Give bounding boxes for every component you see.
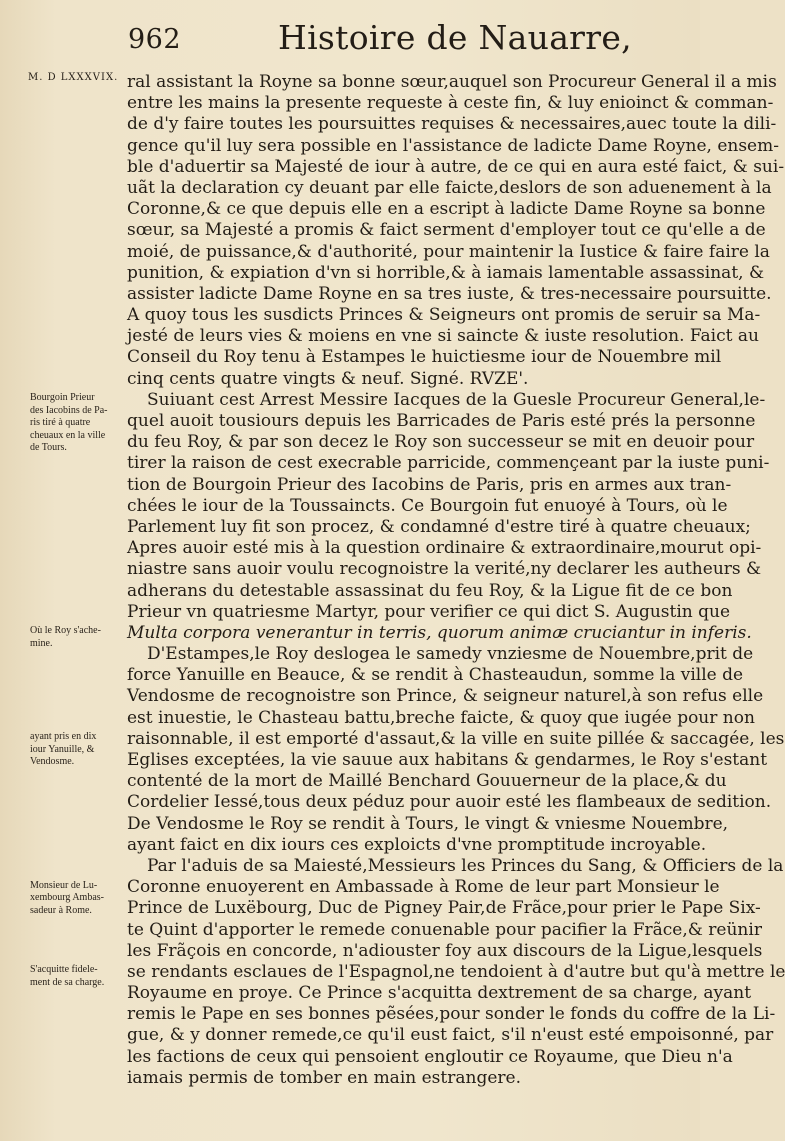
text-line: assister ladicte Dame Royne en sa tres iuste, & tres-necessaire poursuitte. bbox=[127, 283, 772, 304]
text-line: Parlement luy fit son procez, & condamné d'estre tiré à quatre cheuaux; bbox=[127, 516, 751, 537]
text-line: A quoy tous les susdicts Princes & Seigneurs ont promis de seruir sa Ma- bbox=[127, 305, 761, 326]
text-line: chées le iour de la Toussaincts. Ce Bourgoin fut enuoyé à Tours, où le bbox=[127, 495, 728, 516]
margin-note-line: sadeur à Rome. bbox=[30, 904, 92, 916]
text-line: gence qu'il luy sera possible en l'assistance de ladicte Dame Royne, ensem- bbox=[127, 135, 779, 156]
text-line: punition, & expiation d'vn si horrible,& à iamais lamentable assassinat, & bbox=[127, 262, 765, 283]
margin-note bbox=[30, 625, 124, 650]
margin-note-line: mine. bbox=[30, 637, 53, 649]
text-line: entre les mains la presente requeste à ceste fin, & luy enioinct & comman- bbox=[127, 93, 774, 114]
text-line: ayant faict en dix iours ces exploicts d'vne promptitude incroyable. bbox=[127, 834, 707, 855]
text-line: iamais permis de tomber en main estrangere. bbox=[127, 1067, 521, 1088]
text-line: Conseil du Roy tenu à Estampes le huictiesme iour de Nouembre mil bbox=[127, 347, 722, 368]
margin-note-line: de Tours. bbox=[30, 442, 67, 453]
text-line: cinq cents quatre vingts & neuf. Signé. RVZE'. bbox=[127, 368, 529, 389]
text-line: niastre sans auoir voulu recognoistre la verité,ny declarer les autheurs & bbox=[127, 559, 762, 580]
page-number: 962 bbox=[128, 24, 182, 55]
text-line: Prince de Luxëbourg, Duc de Pigney Pair,de Frãce,pour prier le Pape Six- bbox=[127, 898, 761, 919]
text-line: Coronne,& ce que depuis elle en a escript à ladicte Dame Royne sa bonne bbox=[127, 199, 766, 220]
text-line: Royaume en proye. Ce Prince s'acquitta dextrement de sa charge, ayant bbox=[127, 983, 752, 1004]
text-line: Cordelier Iessé,tous deux péduz pour auoir esté les flambeaux de sedition. bbox=[127, 792, 772, 813]
text-line: force Yanuille en Beauce, & se rendit à Chasteaudun, somme la ville de bbox=[127, 665, 744, 686]
text-line: sœur, sa Majesté a promis & faict serment d'employer tout ce qu'elle a de bbox=[127, 220, 766, 241]
text-line: te Quint d'apporter le remede conuenable pour pacifier la Frãce,& reünir bbox=[127, 919, 762, 940]
text-line: tion de Bourgoin Prieur des Iacobins de Paris, pris en armes aux tran- bbox=[127, 474, 732, 495]
text-line: Prieur vn quatriesme Martyr, pour verifier ce qui dict S. Augustin que bbox=[127, 601, 731, 622]
margin-note-line: cheuaux en la ville bbox=[30, 429, 106, 441]
margin-note bbox=[30, 964, 124, 989]
margin-note-line: Monsieur de Lu- bbox=[30, 879, 98, 891]
text-line: les factions de ceux qui pensoient engloutir ce Royaume, que Dieu n'a bbox=[127, 1046, 733, 1067]
margin-note-line: iour Yanuille, & bbox=[30, 743, 95, 755]
margin-note bbox=[30, 880, 124, 918]
margin-note-line: S'acquitte fidele- bbox=[30, 964, 98, 976]
text-line: Coronne enuoyerent en Ambassade à Rome de leur part Monsieur le bbox=[127, 877, 720, 898]
text-line: Suiuant cest Arrest Messire Iacques de la Guesle Procureur General,le- bbox=[147, 389, 766, 410]
margin-note-line: ris tiré à quatre bbox=[30, 417, 91, 428]
margin-note-line: Où le Roy s'ache- bbox=[30, 625, 101, 637]
text-line: Apres auoir esté mis à la question ordinaire & extraordinaire,mourut opi- bbox=[127, 538, 762, 559]
text-line: uãt la declaration cy deuant par elle faicte,deslors de son aduenement à la bbox=[127, 177, 772, 198]
text-line: les Frãçois en concorde, n'adiouster foy aux discours de la Ligue,lesquels bbox=[127, 940, 763, 961]
margin-note-line: Bourgoin Prieur bbox=[30, 392, 95, 403]
running-head bbox=[128, 18, 688, 62]
margin-note-line: ment de sa charge. bbox=[30, 976, 105, 988]
text-line: est inuestie, le Chasteau battu,breche faicte, & quoy que iugée pour non bbox=[127, 707, 755, 728]
text-line: D'Estampes,le Roy deslogea le samedy vnziesme de Nouembre,prit de bbox=[147, 644, 754, 665]
text-line: Eglises exceptées, la vie sauue aux habitans & gendarmes, le Roy s'estant bbox=[127, 750, 768, 770]
text-line: adherans du detestable assassinat du feu Roy, & la Ligue fit de ce bon bbox=[127, 580, 733, 601]
text-line: du feu Roy, & par son decez le Roy son successeur se mit en deuoir pour bbox=[127, 432, 755, 453]
text-line: raisonnable, il est emporté d'assaut,& la ville en suite pillée & saccagée, les bbox=[127, 728, 785, 749]
text-line: se rendants esclaues de l'Espagnol,ne tendoient à d'autre but qu'à mettre le bbox=[127, 961, 785, 982]
margin-note bbox=[30, 392, 124, 455]
text-line: de d'y faire toutes les poursuittes requises & necessaires,auec toute la dili- bbox=[127, 114, 777, 135]
book-title: Histoire de Nauarre, bbox=[278, 18, 632, 57]
margin-note-line: xembourg Ambas- bbox=[30, 892, 104, 904]
text-line: Vendosme de recognoistre son Prince, & seigneur naturel,à son refus elle bbox=[127, 686, 764, 707]
text-line: Multa corpora venerantur in terris, quorum animæ cruciantur in inferis. bbox=[127, 622, 752, 643]
text-line: De Vendosme le Roy se rendit à Tours, le vingt & vniesme Nouembre, bbox=[127, 813, 729, 834]
text-line: gue, & y donner remede,ce qu'il eust faict, s'il n'eust esté empoisonné, par bbox=[127, 1025, 774, 1046]
text-line: contenté de la mort de Maillé Benchard Gouuerneur de la place,& du bbox=[127, 771, 727, 792]
margin-note-line: des Iacobins de Pa- bbox=[30, 404, 108, 416]
year-marker: M. D LXXXVIX. bbox=[28, 72, 119, 83]
text-line: Par l'aduis de sa Maiesté,Messieurs les Princes du Sang, & Officiers de la bbox=[147, 855, 784, 876]
margin-note-line: ayant pris en dix bbox=[30, 731, 97, 743]
text-line: ble d'aduertir sa Majesté de iour à autre, de ce qui en aura esté faict, & sui- bbox=[127, 156, 785, 177]
text-line: remis le Pape en ses bonnes pẽsées,pour sonder le fonds du coffre de la Li- bbox=[127, 1004, 776, 1025]
body-text bbox=[127, 72, 785, 1089]
text-line: jesté de leurs vies & moiens en vne si saincte & iuste resolution. Faict au bbox=[127, 326, 759, 347]
text-line: quel auoit tousiours depuis les Barricades de Paris esté prés la personne bbox=[127, 411, 756, 431]
margin-note-line: Vendosme. bbox=[30, 756, 75, 768]
margin-note bbox=[30, 731, 124, 769]
text-line: tirer la raison de cest execrable parricide, commençeant par la iuste puni- bbox=[127, 453, 770, 474]
text-line: moié, de puissance,& d'authorité, pour maintenir la Iustice & faire faire la bbox=[127, 241, 770, 262]
text-line: ral assistant la Royne sa bonne sœur,auquel son Procureur General il a mis bbox=[127, 72, 777, 92]
